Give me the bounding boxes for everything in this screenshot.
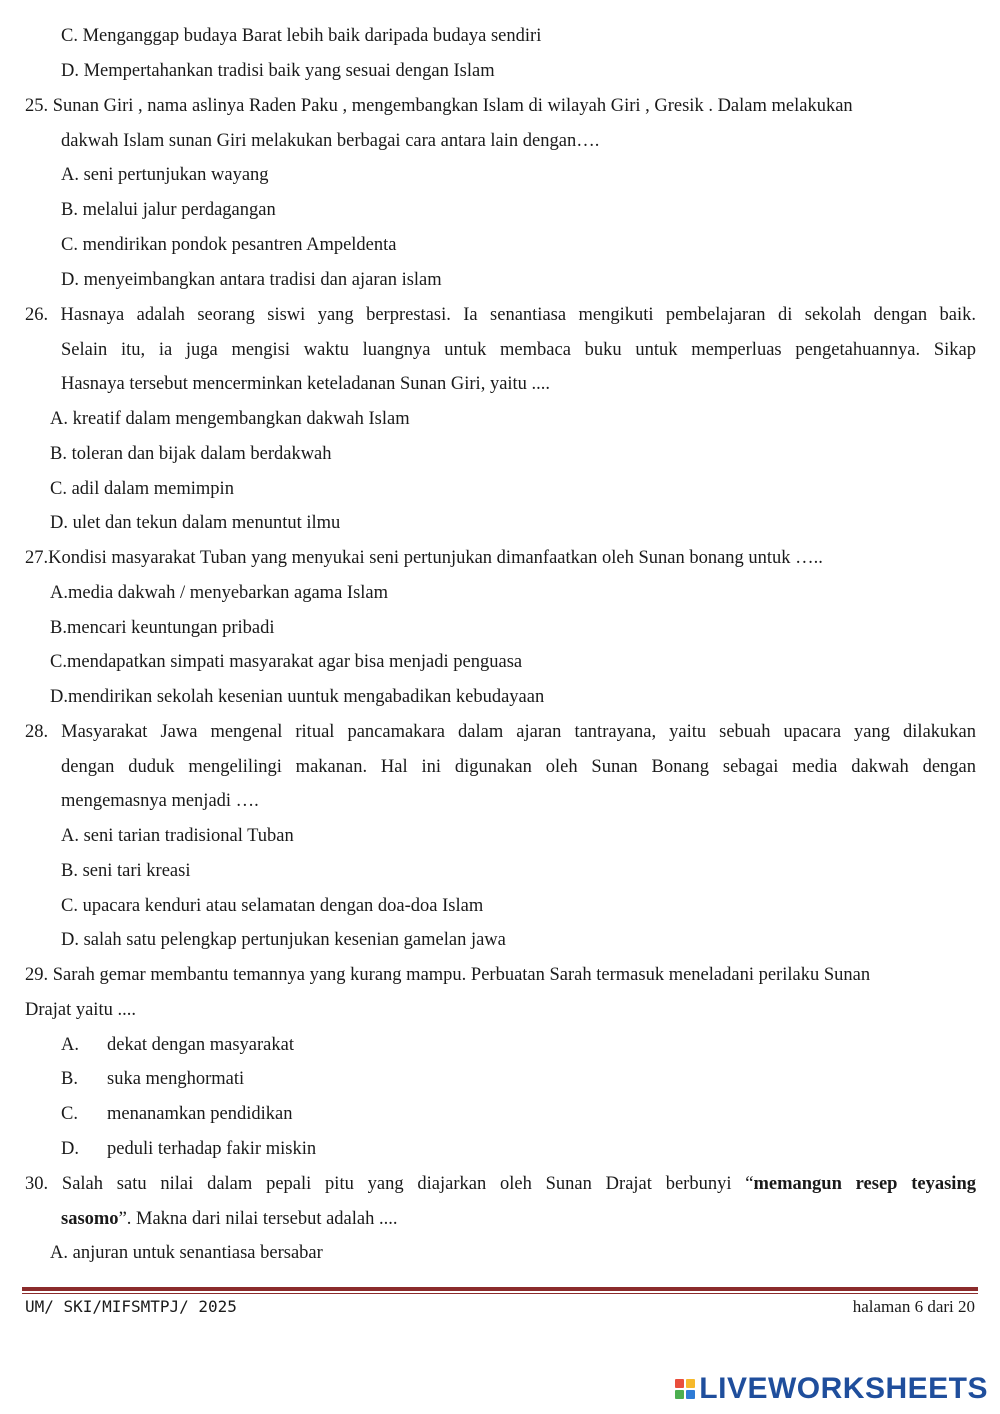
q26-option-b: B. toleran dan bijak dalam berdakwah [50, 444, 332, 464]
q29-option-c: menanamkan pendidikan [107, 1104, 293, 1124]
q26-question-line3: Hasnaya tersebut mencerminkan keteladanan Sunan Giri, yaitu .... [61, 374, 551, 394]
q26-question-line1: 26. Hasnaya adalah seorang siswi yang berprestasi. Ia senantiasa mengikuti pembelajaran di sekolah dengan baik. [25, 305, 976, 325]
q25-option-c: C. mendirikan pondok pesantren Ampeldenta [61, 235, 397, 255]
q28-option-d: D. salah satu pelengkap pertunjukan kesenian gamelan jawa [61, 930, 506, 950]
q29-question-line2: Drajat yaitu .... [25, 1000, 136, 1020]
q28-question-line1: 28. Masyarakat Jawa mengenal ritual pancamakara dalam ajaran tantrayana, yaitu sebuah upacara yang dilakukan [25, 722, 976, 742]
q25-option-a: A. seni pertunjukan wayang [61, 165, 269, 185]
q26-option-d: D. ulet dan tekun dalam menuntut ilmu [50, 513, 341, 533]
q28-option-b: B. seni tari kreasi [61, 861, 191, 881]
q29-option-b: suka menghormati [107, 1069, 245, 1089]
q30-line1-bold: memangun resep teyasing [753, 1174, 976, 1194]
footer-exam-code: UM/ SKI/MIFSMTPJ/ 2025 [25, 1297, 237, 1316]
q30-line1-text: 30. Salah satu nilai dalam pepali pitu yang diajarkan oleh Sunan Drajat berbunyi “ [25, 1174, 754, 1194]
q29-option-c-letter: C. [61, 1104, 78, 1124]
q27-option-b: B.mencari keuntungan pribadi [50, 618, 275, 638]
q27-option-a: A.media dakwah / menyebarkan agama Islam [50, 583, 389, 603]
q26-option-a: A. kreatif dalam mengembangkan dakwah Islam [50, 409, 410, 429]
q30-question-line1 [25, 1173, 976, 1195]
logo-square-green [675, 1390, 684, 1399]
q30-question-line2 [61, 1208, 398, 1230]
liveworksheets-logo-text: LIVEWORKSHEETS [699, 1372, 988, 1405]
q29-option-b-letter: B. [61, 1069, 78, 1089]
footer-rule-thick [22, 1287, 978, 1291]
q30-line2-bold: sasomo [61, 1209, 119, 1229]
q28-option-a: A. seni tarian tradisional Tuban [61, 826, 294, 846]
liveworksheets-logo [675, 1372, 988, 1406]
q26-option-c: C. adil dalam memimpin [50, 479, 234, 499]
logo-square-yellow [686, 1379, 695, 1388]
q30-option-a: A. anjuran untuk senantiasa bersabar [50, 1243, 323, 1263]
q25-question-line2: dakwah Islam sunan Giri melakukan berbagai cara antara lain dengan…. [61, 131, 600, 151]
q25-option-b: B. melalui jalur perdagangan [61, 200, 276, 220]
q24-option-c: C. Menganggap budaya Barat lebih baik daripada budaya sendiri [61, 26, 542, 46]
q28-question-line3: mengemasnya menjadi …. [61, 791, 259, 811]
q29-option-a: dekat dengan masyarakat [107, 1035, 294, 1055]
q28-question-line2: dengan duduk mengelilingi makanan. Hal ini digunakan oleh Sunan Bonang sebagai media dakwah dengan [61, 757, 976, 777]
q29-option-d-letter: D. [61, 1139, 79, 1159]
q29-option-d: peduli terhadap fakir miskin [107, 1139, 317, 1159]
q24-option-d: D. Mempertahankan tradisi baik yang sesuai dengan Islam [61, 61, 495, 81]
footer-page-number: halaman 6 dari 20 [852, 1297, 975, 1316]
q29-option-a-letter: A. [61, 1035, 79, 1055]
q27-option-c: C.mendapatkan simpati masyarakat agar bisa menjadi penguasa [50, 652, 523, 672]
q29-question-line1: 29. Sarah gemar membantu temannya yang kurang mampu. Perbuatan Sarah termasuk meneladani perilaku Sunan [25, 965, 871, 985]
q25-option-d: D. menyeimbangkan antara tradisi dan ajaran islam [61, 270, 442, 290]
q27-option-d: D.mendirikan sekolah kesenian uuntuk mengabadikan kebudayaan [50, 687, 545, 707]
liveworksheets-logo-icon [675, 1379, 695, 1399]
footer-rule-thin [22, 1293, 978, 1294]
logo-square-red [675, 1379, 684, 1388]
q27-question-line1: 27.Kondisi masyarakat Tuban yang menyukai seni pertunjukan dimanfaatkan oleh Sunan bonang untuk ….. [25, 548, 823, 568]
logo-square-blue [686, 1390, 695, 1399]
q26-question-line2: Selain itu, ia juga mengisi waktu luangnya untuk membaca buku untuk memperluas pengetahuannya. Sikap [61, 340, 976, 360]
q25-question-line1: 25. Sunan Giri , nama aslinya Raden Paku , mengembangkan Islam di wilayah Giri , Gresik . Dalam melakukan [25, 96, 853, 116]
q28-option-c: C. upacara kenduri atau selamatan dengan doa-doa Islam [61, 896, 484, 916]
q30-line2-text: ”. Makna dari nilai tersebut adalah .... [118, 1209, 398, 1229]
